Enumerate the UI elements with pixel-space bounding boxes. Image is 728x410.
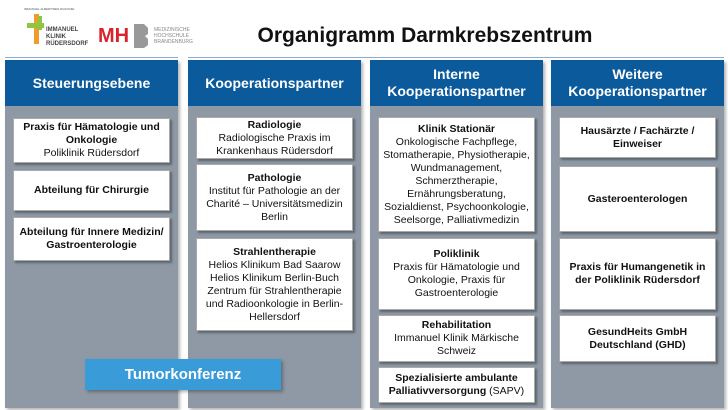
- box-title: Rehabilitation: [421, 319, 492, 331]
- column-header: Steuerungsebene: [5, 60, 178, 106]
- svg-text:KLINIK: KLINIK: [46, 34, 66, 40]
- svg-text:MEDIZINISCHE: MEDIZINISCHE: [154, 27, 190, 33]
- box-title: Abteilung für Chirurgie: [34, 184, 149, 196]
- org-box: [559, 315, 716, 362]
- box-text: Helios Klinikum Bad Saarow Helios Klinikum Berlin-Buch Zentrum für Strahlentherapie und Radioonkologie in Berlin-Hellersdorf: [205, 258, 344, 323]
- org-box: [13, 170, 170, 211]
- mhb-logo: [98, 20, 208, 50]
- divider: [188, 57, 724, 58]
- box-title: Strahlentherapie: [233, 245, 316, 258]
- org-box: [196, 117, 353, 159]
- column-header: Weitere Kooperationspartner: [551, 60, 724, 106]
- svg-text:MH: MH: [98, 25, 130, 47]
- immanuel-klinik-logo: [22, 6, 92, 50]
- box-text: Onkologische Fachpflege, Stomatherapie, Physiotherapie, Wundmanagement, Schmerztherapie, Ernährungsberatung, Sozialdienst, Psychoonkologie, Seelsorge, Palliativmedizin: [383, 135, 530, 226]
- org-box: [13, 217, 170, 261]
- box-text: Institut für Pathologie an der Charité – Universitätsmedizin Berlin: [206, 184, 343, 223]
- tumorkonferenz-box: Tumorkonferenz: [85, 359, 281, 390]
- box-text: (SAPV): [489, 385, 525, 397]
- divider: [5, 57, 178, 58]
- box-title: Praxis für Humangenetik in der Poliklinik Rüdersdorf: [569, 261, 706, 286]
- column-header: Kooperationspartner: [188, 60, 361, 106]
- org-box: [196, 164, 353, 231]
- box-title: Spezialisierte ambulante Palliativversorgung: [388, 372, 518, 397]
- box-title: Praxis für Hämatologie und Onkologie: [23, 121, 160, 146]
- box-title: Radiologie: [247, 118, 302, 131]
- org-box: [378, 117, 535, 232]
- column-kooperationspartner: [188, 60, 361, 408]
- box-title: Klinik Stationär: [417, 122, 495, 135]
- org-box: [559, 166, 716, 232]
- svg-text:HOCHSCHULE: HOCHSCHULE: [154, 33, 190, 39]
- page-title: Organigramm Darmkrebszentrum: [257, 24, 593, 47]
- org-box: [196, 238, 353, 331]
- box-title: Abteilung für Innere Medizin/ Gastroenterologie: [19, 226, 164, 251]
- box-text: Radiologische Praxis im Krankenhaus Rüdersdorf: [216, 131, 333, 157]
- org-box: [378, 315, 535, 362]
- org-box: [559, 238, 716, 310]
- org-box: [378, 367, 535, 403]
- svg-text:RÜDERSDORF: RÜDERSDORF: [46, 41, 89, 47]
- box-title: Gasteroenterologen: [587, 192, 688, 205]
- svg-text:BRANDENBURG: BRANDENBURG: [154, 39, 193, 45]
- box-title: Hausärzte / Fachärzte / Einweiser: [580, 124, 695, 150]
- svg-text:IMMANUEL: IMMANUEL: [46, 27, 79, 33]
- box-title: Poliklinik: [433, 248, 480, 260]
- box-text: Poliklinik Rüdersdorf: [43, 147, 140, 159]
- column-header: Interne Kooperationspartner: [370, 60, 543, 106]
- box-text: Praxis für Hämatologie und Onkologie, Praxis für Gastroenterologie: [393, 261, 520, 299]
- box-text: Immanuel Klinik Märkische Schweiz: [394, 332, 519, 357]
- org-box: [559, 117, 716, 158]
- org-box: [378, 238, 535, 310]
- box-title: Pathologie: [247, 171, 302, 184]
- org-box: [13, 118, 170, 163]
- svg-text:IMMANUEL ALBERTINEN DIAKONIE: IMMANUEL ALBERTINEN DIAKONIE: [24, 7, 75, 11]
- box-title: GesundHeits GmbH Deutschland (GHD): [587, 325, 688, 351]
